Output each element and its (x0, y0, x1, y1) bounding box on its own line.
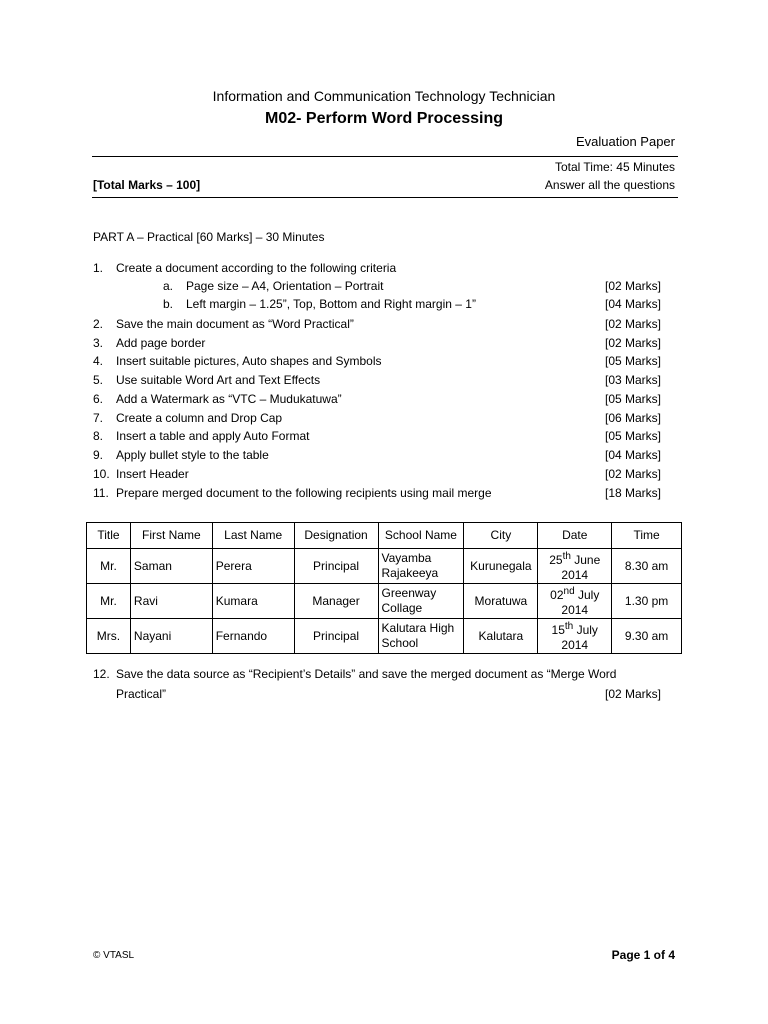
designation-cell: Manager (294, 584, 378, 619)
question-marks: [02 Marks] (604, 279, 661, 293)
column-header: Time (612, 523, 682, 549)
question-marks: [05 Marks] (604, 429, 661, 443)
date-suffix: nd (563, 586, 575, 597)
question-marks: [04 Marks] (604, 448, 661, 462)
marks-instruction-line (93, 178, 675, 192)
question-number: 12. (93, 667, 110, 681)
course-title: Information and Communication Technology Technician (212, 88, 556, 104)
question-text: Save the main document as “Word Practical” (116, 317, 354, 331)
question-1b (93, 295, 661, 313)
question-10 (93, 465, 661, 483)
date-year: 2014 (561, 638, 589, 652)
column-header: School Name (378, 523, 464, 549)
column-header: Designation (294, 523, 378, 549)
question-marks: [03 Marks] (604, 373, 661, 387)
question-text: Page size – A4, Orientation – Portrait (186, 279, 384, 293)
header-top-rule (92, 156, 678, 157)
time-cell: 9.30 am (612, 619, 682, 654)
question-number: 11. (93, 486, 109, 500)
date-suffix: th (564, 621, 574, 632)
question-text: Save the data source as “Recipient’s Details” and save the merged document as “Merge Word Practical” (116, 667, 617, 701)
question-text: Insert Header (116, 467, 189, 481)
question-text: Add page border (116, 336, 206, 350)
last-name-cell: Kumara (212, 584, 294, 619)
question-number: 7. (93, 411, 104, 425)
question-text: Insert a table and apply Auto Format (116, 429, 310, 443)
date-year: 2014 (561, 603, 589, 617)
paper-type: Evaluation Paper (575, 134, 675, 149)
school-name-cell: Vayamba Rajakeeya (378, 549, 464, 584)
column-header: First Name (130, 523, 212, 549)
date-year: 2014 (561, 568, 589, 582)
first-name-cell: Nayani (130, 619, 212, 654)
column-header: Date (538, 523, 612, 549)
date-day: 25 (549, 553, 563, 567)
question-text: Create a column and Drop Cap (116, 411, 283, 425)
question-number: 3. (93, 336, 104, 350)
total-marks: [Total Marks – 100] (93, 178, 201, 192)
part-a-title: PART A – Practical [60 Marks] – 30 Minutes (93, 230, 325, 244)
question-6 (93, 390, 661, 408)
question-marks: [05 Marks] (604, 354, 661, 368)
question-number: 4. (93, 354, 104, 368)
last-name-cell: Perera (212, 549, 294, 584)
question-text: Left margin – 1.25”, Top, Bottom and Right margin – 1” (186, 297, 476, 311)
question-marks: [02 Marks] (604, 687, 661, 701)
question-text: Use suitable Word Art and Text Effects (116, 373, 321, 387)
question-number: 1. (93, 261, 104, 275)
question-marks: [02 Marks] (604, 317, 661, 331)
question-5 (93, 371, 661, 389)
recipients-table (86, 522, 682, 654)
footer-copyright: © VTASL (93, 950, 135, 961)
question-1 (93, 259, 661, 277)
page-number: Page 1 of 4 (611, 948, 675, 962)
date-month: June (574, 553, 601, 567)
date-suffix: th (562, 551, 571, 562)
question-3 (93, 334, 661, 352)
instruction-text: Answer all the questions (544, 178, 675, 192)
city-cell: Kalutara (464, 619, 538, 654)
question-text: Add a Watermark as “VTC – Mudukatuwa” (116, 392, 342, 406)
question-text: Insert suitable pictures, Auto shapes and Symbols (116, 354, 382, 368)
time-cell: 1.30 pm (612, 584, 682, 619)
date-day: 02 (550, 588, 564, 602)
date-cell (538, 584, 612, 619)
table-row (87, 549, 682, 584)
question-number: 9. (93, 448, 104, 462)
first-name-cell: Saman (130, 549, 212, 584)
question-text: Create a document according to the following criteria (116, 261, 397, 275)
question-marks: [02 Marks] (604, 336, 661, 350)
question-marks: [18 Marks] (604, 486, 661, 500)
question-2 (93, 315, 661, 333)
question-marks: [06 Marks] (604, 411, 661, 425)
first-name-cell: Ravi (130, 584, 212, 619)
total-time: Total Time: 45 Minutes (554, 160, 675, 174)
column-header: Title (87, 523, 131, 549)
question-number: 2. (93, 317, 104, 331)
header-bottom-rule (92, 197, 678, 198)
title-cell: Mrs. (87, 619, 131, 654)
column-header: Last Name (212, 523, 294, 549)
time-cell: 8.30 am (612, 549, 682, 584)
table-header-row (87, 523, 682, 549)
table-row (87, 619, 682, 654)
school-name-cell: Kalutara High School (378, 619, 464, 654)
column-header: City (464, 523, 538, 549)
last-name-cell: Fernando (212, 619, 294, 654)
question-marks: [05 Marks] (604, 392, 661, 406)
designation-cell: Principal (294, 549, 378, 584)
question-number: a. (163, 279, 174, 293)
question-1a (93, 277, 661, 295)
question-11 (93, 484, 661, 502)
question-marks: [02 Marks] (604, 467, 661, 481)
date-cell (538, 619, 612, 654)
question-number: 8. (93, 429, 104, 443)
module-title: M02- Perform Word Processing (265, 110, 503, 127)
question-4 (93, 352, 661, 370)
question-text: Apply bullet style to the table (116, 448, 269, 462)
question-8 (93, 427, 661, 445)
question-number: 5. (93, 373, 104, 387)
question-number: 6. (93, 392, 104, 406)
question-number: 10. (93, 467, 110, 481)
question-7 (93, 409, 661, 427)
school-name-cell: Greenway Collage (378, 584, 464, 619)
title-cell: Mr. (87, 584, 131, 619)
city-cell: Moratuwa (464, 584, 538, 619)
title-cell: Mr. (87, 549, 131, 584)
question-9 (93, 446, 661, 464)
date-month: July (576, 623, 598, 637)
designation-cell: Principal (294, 619, 378, 654)
question-text: Prepare merged document to the following recipients using mail merge (116, 486, 492, 500)
question-marks: [04 Marks] (604, 297, 661, 311)
table-row (87, 584, 682, 619)
city-cell: Kurunegala (464, 549, 538, 584)
question-number: b. (163, 297, 174, 311)
date-day: 15 (551, 623, 565, 637)
date-month: July (577, 588, 600, 602)
date-cell (538, 549, 612, 584)
